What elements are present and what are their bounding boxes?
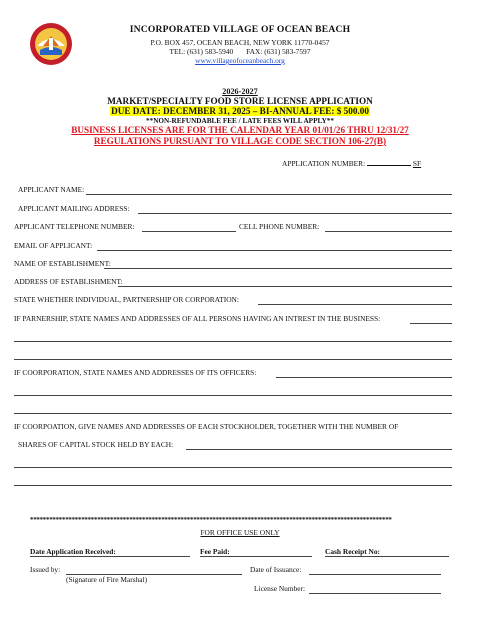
- date-received-label: Date Application Received:: [30, 547, 116, 556]
- due-date-text: DUE DATE: DECEMBER 31, 2025 – BI-ANNUAL FEE: $ 500.00: [111, 106, 369, 116]
- corporation-line[interactable]: [14, 413, 452, 414]
- partnership-line[interactable]: [14, 341, 452, 342]
- date-issuance-field[interactable]: [309, 574, 441, 575]
- telephone-field[interactable]: [142, 231, 236, 232]
- mailing-address-label: APPLICANT MAILING ADDRESS:: [18, 204, 130, 213]
- stockholders-label: IF COORPOATION, GIVE NAMES AND ADDRESSES OF EACH STOCKHOLDER, TOGETHER WITH THE NUMBER OF: [14, 422, 399, 431]
- stockholders-line[interactable]: [14, 467, 452, 468]
- telephone-label: APPLICANT TELEPHONE NUMBER:: [14, 222, 135, 231]
- cash-receipt-field[interactable]: [325, 556, 449, 557]
- divider-stars: *****************************************************************************************************************: [30, 516, 392, 524]
- phone-fax: TEL: (631) 583-5940 FAX: (631) 583-7597: [169, 47, 311, 56]
- date-received-field[interactable]: [30, 556, 190, 557]
- partnership-label: IF PARNERSHIP, STATE NAMES AND ADDRESSES OF ALL PERSONS HAVING AN INTREST IN THE BUSINESS:: [14, 314, 381, 323]
- corporation-line[interactable]: [14, 395, 452, 396]
- applicant-name-field[interactable]: [86, 194, 452, 195]
- application-number-suffix: SF: [412, 159, 422, 168]
- office-use-heading: FOR OFFICE USE ONLY: [200, 528, 280, 537]
- application-number-label: APPLICATION NUMBER:: [282, 159, 366, 168]
- corporation-label: IF COORPORATION, STATE NAMES AND ADDRESSES OF ITS OFFICERS:: [14, 368, 257, 377]
- calendar-year-notice: BUSINESS LICENSES ARE FOR THE CALENDAR YEAR 01/01/26 THRU 12/31/27: [71, 125, 409, 135]
- nonrefundable-notice: **NON-REFUNDABLE FEE / LATE FEES WILL APPLY**: [146, 117, 334, 125]
- cash-receipt-label: Cash Receipt No:: [325, 547, 381, 556]
- application-number: [282, 158, 421, 168]
- form-title: MARKET/SPECIALTY FOOD STORE LICENSE APPLICATION: [107, 96, 373, 106]
- regulations-notice: REGULATIONS PURSUANT TO VILLAGE CODE SECTION 106-27(B): [93, 136, 387, 146]
- mailing-address: P.O. BOX 457, OCEAN BEACH, NEW YORK 11770-0457: [150, 38, 330, 47]
- fee-paid-field[interactable]: [200, 556, 312, 557]
- partnership-field[interactable]: [410, 323, 452, 324]
- license-number-field[interactable]: [309, 593, 441, 594]
- license-number-label: License Number:: [254, 584, 306, 593]
- partnership-line[interactable]: [14, 359, 452, 360]
- establishment-name-field[interactable]: [104, 268, 452, 269]
- date-issuance-label: Date of Issuance:: [250, 565, 302, 574]
- organization-name: INCORPORATED VILLAGE OF OCEAN BEACH: [129, 24, 351, 35]
- license-years: 2026-2027: [222, 87, 258, 96]
- application-number-field[interactable]: [367, 158, 411, 166]
- corporation-field[interactable]: [276, 377, 452, 378]
- signature-note: (Signature of Fire Marshal): [66, 575, 148, 584]
- stockholders-line[interactable]: [14, 485, 452, 486]
- establishment-name-label: NAME OF ESTABLISHMENT:: [14, 259, 111, 268]
- stockholders-label-continued: SHARES OF CAPITAL STOCK HELD BY EACH:: [18, 440, 174, 449]
- stockholders-field[interactable]: [186, 449, 452, 450]
- website-link[interactable]: www.villageofoceanbeach.org: [195, 56, 285, 65]
- mailing-address-field[interactable]: [138, 213, 452, 214]
- applicant-name-label: APPLICANT NAME:: [18, 185, 85, 194]
- issued-by-label: Issued by:: [30, 565, 61, 574]
- cell-phone-field[interactable]: [325, 231, 452, 232]
- due-date-banner: [0, 106, 480, 116]
- email-field[interactable]: [97, 250, 452, 251]
- email-label: EMAIL OF APPLICANT:: [14, 241, 93, 250]
- establishment-address-label: ADDRESS OF ESTABLISHMENT:: [14, 277, 123, 286]
- fee-paid-label: Fee Paid:: [200, 547, 230, 556]
- establishment-address-field[interactable]: [118, 286, 452, 287]
- entity-type-field[interactable]: [258, 304, 452, 305]
- entity-type-label: STATE WHETHER INDIVIDUAL, PARTNERSHIP OR CORPORATION:: [14, 295, 239, 304]
- cell-phone-label: CELL PHONE NUMBER:: [239, 222, 320, 231]
